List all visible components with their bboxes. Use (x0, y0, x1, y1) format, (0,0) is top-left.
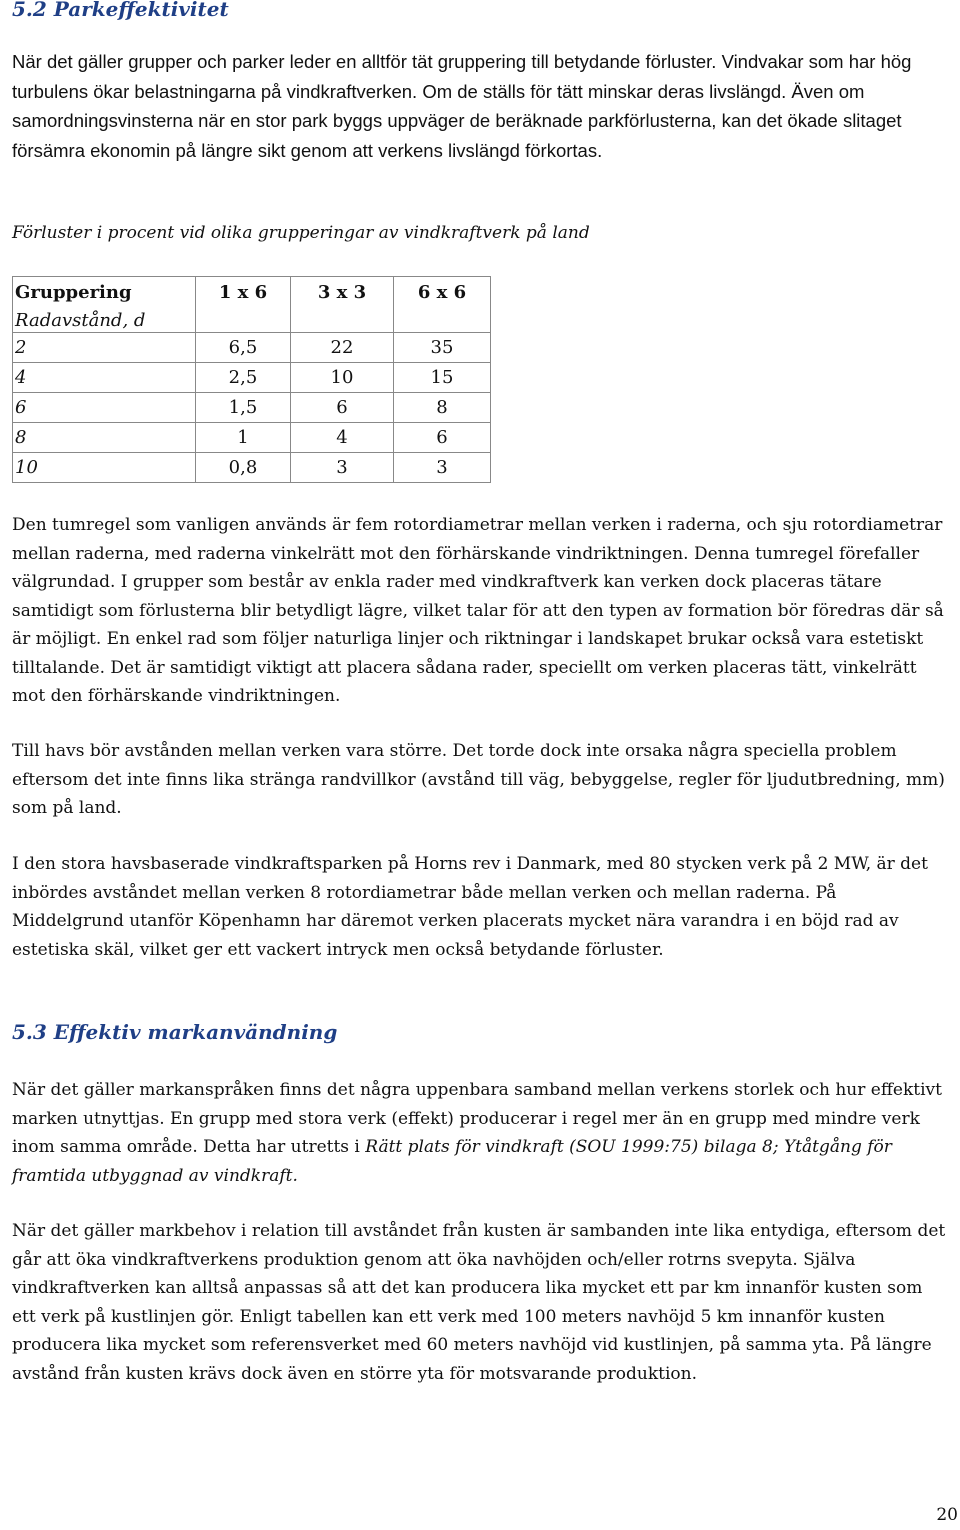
header-gruppering: Gruppering (13, 277, 196, 309)
cell-value: 4 (291, 423, 394, 453)
paragraph-horns-rev: I den stora havsbaserade vindkraftsparken på Horns rev i Danmark, med 80 stycken verk på 2 MW, är det inbördes avståndet mellan verken 8 rotordiametrar både mellan verken och mellan raderna. På Middelgrund utanför Köpenhamn har däremot verken placerats mycket nära varandra i en böjd rad av estetiska skäl, vilket ger ett vackert intryck men också betydande förluster. (12, 854, 928, 960)
cell-value: 22 (291, 333, 394, 363)
paragraph-grouping-losses: När det gäller grupper och parker leder en alltför tät gruppering till betydande förluster. Vindvakar som har hög turbulens ökar belastningarna på vindkraftverken. Om de ställs för tätt minskar deras livslängd. Även om samordningsvinsterna när en stor park byggs uppväger de beräknade parkförlusterna, kan det ökade slitaget försämra ekonomin på längre sikt genom att verkens livslängd förkortas. (12, 51, 912, 161)
paragraph-rule-of-thumb: Den tumregel som vanligen används är fem rotordiametrar mellan verken i raderna, och sju rotordiametrar mellan raderna, med raderna vinkelrätt mot den förhärskande vindriktningen. Denna tumregel förefaller välgrundad. I grupper som består av enkla rader med vindkraftverk kan verken dock placeras tätare samtidigt som förlusterna blir betydligt lägre, vilket talar för att den typen av formation bör föredras där så är möjligt. En enkel rad som följer naturliga linjer och riktningar i landskapet brukar också vara estetiskt tilltalande. Det är samtidigt viktigt att placera sådana rader, speciellt om verken placeras tätt, vinkelrätt mot den förhärskande vindriktningen. (12, 515, 944, 706)
paragraph-land-use (12, 1076, 948, 1190)
cell-value: 8 (394, 393, 491, 423)
row-distance: 10 (13, 453, 196, 483)
land-use-reference: Rätt plats för vindkraft (SOU 1999:75) bilaga 8; Ytåtgång för framtida utbyggnad av vindkraft. (12, 1137, 892, 1186)
paragraph-offshore-distances: Till havs bör avstånden mellan verken vara större. Det torde dock inte orsaka några speciella problem eftersom det inte finns lika stränga randvillkor (avstånd till väg, bebyggelse, regler för ljudutbredning, mm) som på land. (12, 741, 945, 818)
cell-value: 3 (394, 453, 491, 483)
section-heading-parkeffektivitet: 5.2 Parkeffektivitet (12, 0, 229, 21)
table-header-row (13, 277, 491, 309)
row-distance: 8 (13, 423, 196, 453)
land-use-text: När det gäller markanspråken finns det några uppenbara samband mellan verkens storlek och hur effektivt marken utnyttjas. En grupp med stora verk (effekt) producerar i regel mer än en grupp med mindre verk inom samma område. Detta har utretts i (12, 1080, 942, 1157)
table-caption: Förluster i procent vid olika grupperingar av vindkraftverk på land (12, 223, 590, 243)
loss-table (12, 276, 491, 483)
row-distance: 2 (13, 333, 196, 363)
header-col-6x6: 6 x 6 (394, 277, 491, 309)
header-col-3x3: 3 x 3 (291, 277, 394, 309)
cell-value: 1,5 (196, 393, 291, 423)
table-row (13, 453, 491, 483)
cell-value: 2,5 (196, 363, 291, 393)
cell-value: 0,8 (196, 453, 291, 483)
cell-value: 1 (196, 423, 291, 453)
table-row (13, 333, 491, 363)
page-number: 20 (936, 1505, 958, 1525)
table-row (13, 393, 491, 423)
row-distance: 4 (13, 363, 196, 393)
row-distance: 6 (13, 393, 196, 423)
table-subheader-row (13, 308, 491, 333)
cell-value: 6 (394, 423, 491, 453)
cell-value: 6,5 (196, 333, 291, 363)
cell-value: 35 (394, 333, 491, 363)
cell-value: 6 (291, 393, 394, 423)
table-row (13, 363, 491, 393)
cell-value: 15 (394, 363, 491, 393)
subheader-radavstand: Radavstånd, d (13, 308, 196, 333)
table-row (13, 423, 491, 453)
header-col-1x6: 1 x 6 (196, 277, 291, 309)
cell-value: 10 (291, 363, 394, 393)
paragraph-coast-distance: När det gäller markbehov i relation till avståndet från kusten är sambanden inte lika entydiga, eftersom det går att öka vindkraftverkens produktion genom att öka navhöjden och/eller rotrns svepyta. Själva vindkraftverken kan alltså anpassas så att det kan producera lika mycket ett par km innanför kusten som ett verk på kustlinjen gör. Enligt tabellen kan ett verk med 100 meters navhöjd 5 km innanför kusten producera lika mycket som referensverket med 60 meters navhöjd vid kustlinjen, på samma yta. På längre avstånd från kusten krävs dock även en större yta för motsvarande produktion. (12, 1221, 946, 1384)
section-heading-markanvandning: 5.3 Effektiv markanvändning (12, 1020, 338, 1044)
cell-value: 3 (291, 453, 394, 483)
